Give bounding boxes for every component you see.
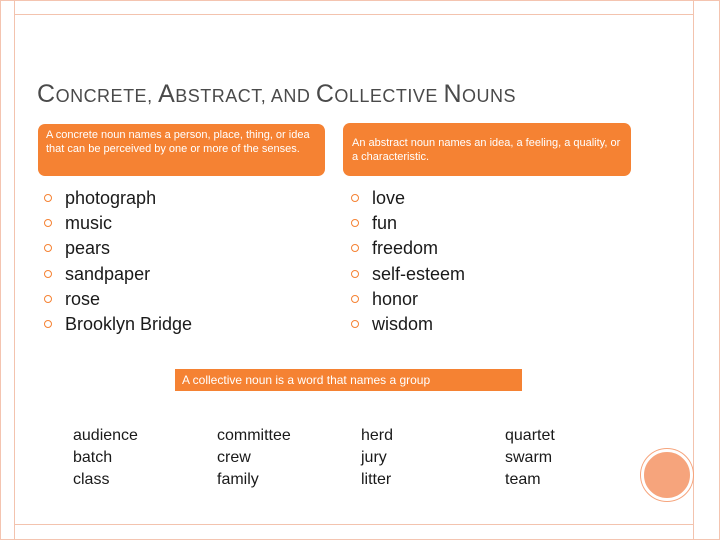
- list-item-text: freedom: [372, 238, 439, 259]
- list-item-text: wisdom: [372, 314, 434, 335]
- concrete-definition-box: A concrete noun names a person, place, thing, or idea that can be perceived by one or more of the senses.: [38, 124, 325, 176]
- title-initial: C: [37, 80, 56, 108]
- frame-line-bottom: [14, 524, 693, 525]
- list-item-text: fun: [372, 213, 398, 234]
- title-initial: C: [315, 80, 335, 108]
- collective-word: family: [217, 471, 259, 488]
- list-item: [351, 312, 465, 337]
- title-initial: A: [158, 80, 176, 108]
- collective-word: committee: [217, 427, 291, 444]
- frame-line-top: [14, 14, 693, 15]
- list-item-text: sandpaper: [65, 263, 151, 284]
- bullet-icon: [44, 219, 52, 227]
- list-item: [351, 211, 465, 236]
- list-item-text: self-esteem: [372, 263, 466, 284]
- bullet-icon: [44, 295, 52, 303]
- list-item: [44, 262, 192, 287]
- collective-word: crew: [217, 449, 251, 466]
- list-item: [44, 211, 192, 236]
- collective-word: jury: [361, 449, 387, 466]
- abstract-definition-box: An abstract noun names an idea, a feeling, a quality, or a characteristic.: [343, 123, 631, 176]
- bullet-icon: [351, 270, 359, 278]
- collective-column-2: [217, 425, 291, 491]
- bullet-icon: [351, 194, 359, 202]
- collective-column-1: [73, 425, 138, 491]
- collective-word: team: [505, 471, 541, 488]
- collective-column-3: [361, 425, 393, 491]
- bullet-icon: [351, 219, 359, 227]
- list-item-text: music: [65, 213, 113, 234]
- bullet-icon: [351, 295, 359, 303]
- slide-title: [37, 80, 677, 109]
- list-item: [44, 287, 192, 312]
- collective-word: herd: [361, 427, 394, 444]
- title-rest: BSTRACT,: [175, 86, 267, 106]
- collective-word: litter: [361, 471, 392, 488]
- bullet-icon: [351, 244, 359, 252]
- title-rest: OUNS: [462, 86, 517, 106]
- list-item: [351, 186, 465, 211]
- title-rest: ONCRETE,: [55, 86, 153, 106]
- bullet-icon: [351, 320, 359, 328]
- list-item-text: Brooklyn Bridge: [65, 314, 193, 335]
- collective-definition-box: A collective noun is a word that names a group: [175, 369, 522, 391]
- list-item: [351, 236, 465, 261]
- collective-word: swarm: [505, 449, 553, 466]
- title-rest: OLLECTIVE: [334, 86, 438, 106]
- list-item-text: photograph: [65, 188, 157, 208]
- list-item: [44, 312, 192, 337]
- collective-word: quartet: [505, 427, 555, 444]
- list-item-text: rose: [65, 288, 101, 309]
- collective-column-4: [505, 425, 555, 491]
- title-initial: N: [443, 80, 463, 108]
- bullet-icon: [44, 320, 52, 328]
- list-item-text: honor: [372, 288, 419, 309]
- collective-word: class: [73, 471, 110, 488]
- list-item-text: pears: [65, 238, 111, 259]
- list-item: [44, 186, 192, 211]
- title-rest: AND: [270, 86, 311, 106]
- concrete-noun-list: [44, 186, 192, 337]
- frame-line-right: [693, 0, 694, 540]
- list-item-text: love: [372, 188, 406, 208]
- frame-line-left: [14, 0, 15, 540]
- list-item: [351, 262, 465, 287]
- list-item: [351, 287, 465, 312]
- list-item: [44, 236, 192, 261]
- bullet-icon: [44, 194, 52, 202]
- decorative-circle: [641, 449, 693, 501]
- abstract-noun-list: [351, 186, 465, 337]
- bullet-icon: [44, 270, 52, 278]
- bullet-icon: [44, 244, 52, 252]
- collective-word: audience: [73, 427, 138, 444]
- collective-word: batch: [73, 449, 113, 466]
